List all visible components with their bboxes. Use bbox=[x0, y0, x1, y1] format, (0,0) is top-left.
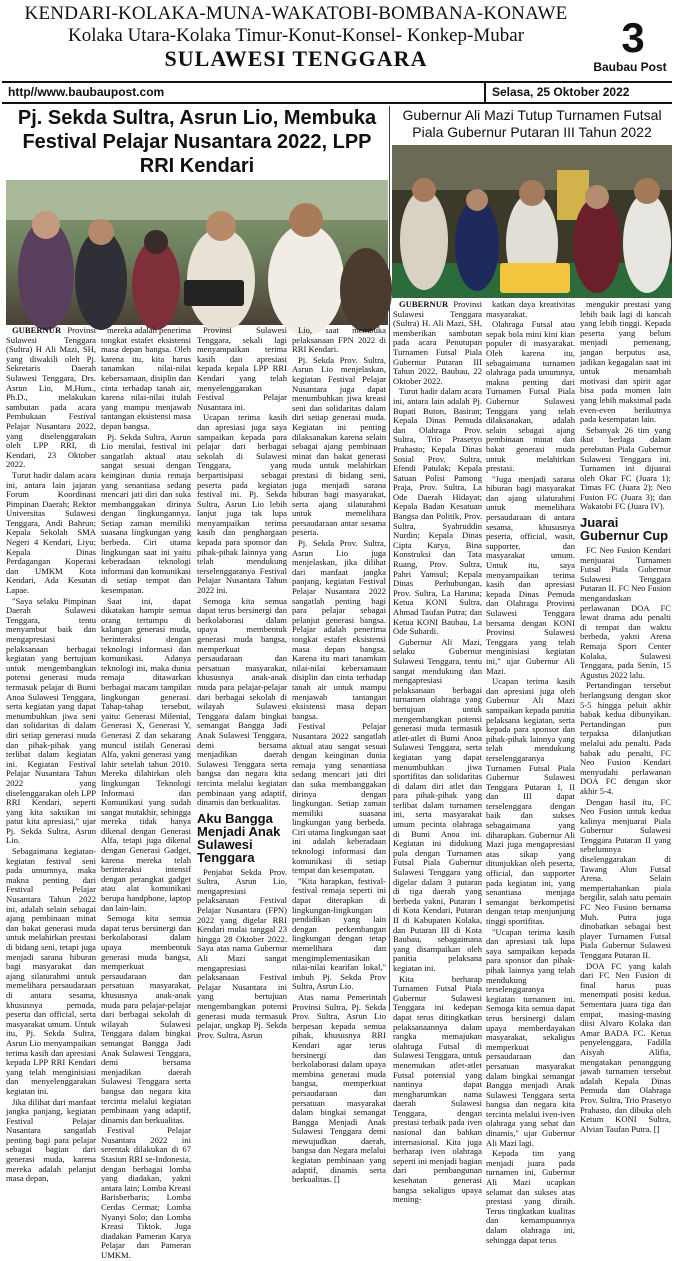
article2-column-2 bbox=[486, 299, 575, 1245]
page-number: 3 bbox=[621, 14, 645, 61]
article1-col1-p4: Sebagaimana kegiatan-kegiatan festival seni pada umumnya, maka makna penting dari Festival Pelajar Nusantara Tahun 2022 ini, adalah selain sebagai ajang pembinaan minat dan bakat generasi muda untuk melahirkan prestasi di bidang seni, tetapi juga menjadi sarana hiburan bagi masyarakat dan ajang silaturahmi untuk memelihara persaudaraan di antara sesama, khususnya pemuda, peserta dan official, serta masyarakat umum. Untuk itu, Pj. Sekda Sultra, Asrun Lio menyampaikan terima kasih dan apresiasi kepada LPP RRI Kendari yang telah menginisiasi dan menyelenggarakan kegiatan ini. bbox=[6, 846, 96, 1096]
masthead bbox=[0, 0, 674, 104]
article2-col1-p4: Kita berharap Turnamen Futsal Piala Gubernur Sulawesi Tenggara ini kedepan dapat terus ditingkatkan pelaksanaannya dalam rangka memajukan olahraga Futsal di Sulawesi Tenggara, untuk menemukan atlet-atlet Futsal potensial yang nantinya dapat mengharumkan nama daerah Sulawesi Tenggara, dengan prestasi terbaik pada iven nasional dan bahkan internasional. Kita juga berharap iven olahraga seperti ini menjadi bagian dari pembangunan kesehatan generasi bangsa sekaligus upaya mening- bbox=[393, 973, 483, 1205]
article1-photo-image bbox=[6, 180, 388, 325]
article1-column-2 bbox=[101, 325, 191, 1260]
article2-col2-p3: "Juga menjadi sarana hiburan bagi masyarakat dan ajang silaturahmi untuk memelihara persaudaraan di antara sesama, khususnya peserta, official, wasit, supporter, dan masyarakat umum. Untuk itu, saya menyampaikan terima kasih dan apresiasi kepada Dinas Pemuda dan Olahraga Provinsi Sulawesi Tenggara bersama dengan KONI Provinsi Sulawesi Tenggara yang telah menginisiasi kegiatan ini," ujar Gubernur Ali Mazi. bbox=[486, 473, 575, 676]
article1-col1-p5: Jika dilihat dari manfaat jangka panjang, kegiatan Festival Pelajar Nusantara sangatlah penting bagi para pelajar sebagai bagian dari generasi muda, karena mereka adalah pelanjut masa depan, bbox=[6, 1096, 96, 1184]
article1-col2-p3: Saat ini, dapat dikatakan hampir semua orang tertumpu di kalangan generasi muda, berinteraksi dengan teknologi informasi dan komunikasi. Adanya teknologi ini, maka dunia remaja ditawarkan berbagai macam tampilan lingkungan generasi. Tahap-tahap tersebut, yaitu: Generasi Milenial, Generasi X, Generasi Y, Generasi Z dan sekarang muncul istilah Generasi Alfa, yakni generasi yang lahir setelah tahun 2010. Mereka dilahirkan oleh lingkungan Teknologi Informasi dan Komunikasi yang sudah sangat mutakhir, sehingga mereka tidak hanya dikenal dengan Generasi Alfa, tetapi juga dikenal dengan Generasi Gadget, karena mereka telah berinteraksi intensif dengan perangkat gadget atau alat komunikasi berupa handphone, laptop dan lain-lain. bbox=[101, 595, 191, 913]
article1-col3-p2: Ucapan terima kasih dan apresiasi juga saya sampaikan kepada para pelajar dari berbagai sekolah di Sulawesi Tenggara, yang berpartisipasi sebagai peserta pada kegiatan festival ini. Pj. Sekda Sultra, Asrun Lio lebih lanjut juga tak lupa menyampaikan terima kasih dan penghargaan kepada para sponsor dan pihak-pihak lainnya yang telah mendukung terselenggaranya Festival Pelajar Nusantara Tahun 2022 ini. bbox=[197, 412, 287, 596]
article2-col1-p2: Turut hadir dalam acara ini, antara lain adalah Pj. Bupati Buton, Basiran; Kepala Dinas Pemuda dan Olahraga Prov. Sultra, Trio Prasetyo Prahasto; Kepala Dinas Sosial Prov. Sultra, Efendi Patulak; Kepala Satuan Polisi Pamong Praja, Prov. Sultra, La Ode Daerah Hidayat; Kepala Badan Kesatuan Bangsa dan Politik, Prov. Sultra, Syahruddin Nurdin; Kepala Dinas Cipta Karya, Bina Konstruksi dan Tata Ruang, Prov. Sultra, Pahri Yamsul; Kepala Dinas Perhubungan, Prov. Sultra, La Haruna; Ketua KONI Sultra, Ahmad Taufan Putra; dan Ketua KONI Baubau, La Ode Suhardi. bbox=[393, 386, 482, 637]
masthead-section-title: SULAWESI TENGGARA bbox=[164, 46, 428, 71]
article2-photo bbox=[392, 145, 672, 298]
column-divider bbox=[389, 106, 390, 1011]
article1-headline: Pj. Sekda Sultra, Asrun Lio, Membuka Festival Pelajar Nusantara 2022, LPP RRI Kendari bbox=[17, 107, 377, 177]
article1-col1-p1: GUBERNUR Provinsi Sulawesi Tenggara (Sultra) H Ali Mazi, SH, yang diwakili oleh Pj. Sekretaris Daerah Sulawesi Tenggara, Drs. Asrun Lio, M.Hum., Ph.D., melakukan sambutan pada acara Pembukaan Festival Pelajar Nusantara 2022, yang diselenggarakan oleh LPP RRI, di Kendari, 23 Oktober 2022. bbox=[6, 325, 96, 470]
article1-col2-p2: Pj. Sekda Sultra, Asrun Lio menilai, festival ini sangatlah aktual atau sangat sesuai dengan keinginan dunia remaja yang senantiasa sedang mencari jati diri dan suka membanggakan dirinya dengan lingkungannya. Setiap zaman memiliki suasana lingkungan yang berbeda. Ciri utama lingkungan saat ini yaitu keberadaan teknologi informasi dan komunikasi di setiap tempat dan kesempatan. bbox=[101, 431, 191, 596]
article1-col4-p6: Atas nama Pemerintah Provinsi Sultra, Pj. Sekda Prov. Sultra, Asrun Lio berpesan kepada semua pihak, khususnya RRI Kendari agar terus bersinergi dan berkolaborasi dalam upaya membina generasi muda bangsa, memperkuat persaudaraan dan persatuan masyarakat dalam bingkai semangat Bangga Menjadi Anak Sulawesi Tenggara demi mewujudkan daerah, bangsa dan Negara melalui kegiatan pembinaan yang adaptif, dinamis serta berkualitas. [] bbox=[292, 991, 386, 1185]
article1-col4-p5: "Kita harapkan, festival-festival remaja seperti ini dapat diterapkan di lingkungan-lingkungan pendidikan yang lain dengan perkembangan lingkungan dengan tetap memelihara dan mengimplementasikan nilai-nilai kearifan lokal," imbuh Pj. Sekda Prov Sultra, Asrun Lio. bbox=[292, 875, 386, 992]
website-url[interactable]: http//www.baubaupost.com bbox=[8, 85, 165, 99]
article1-column-3 bbox=[197, 325, 287, 1040]
article2-col3-p6: DOA FC yang kalah dari FC Neo Fusion di final harus puas menempati posisi kedua. Sementara juara tiga dan empat, masing-masing diisi Alvaro Kolaka dan Amar BADA FC. Ketua penyelenggara, Fadilla Aisyah Alifia, mengatakan penanggung jawab turnamen tersebut adalah Kepala Dinas Pemuda dan Olahraga Prov. Sultra, Trio Prasetyo Prahasto, dan dibuka oleh Ketum KONI Sultra, Alvian Taufan Putra. [] bbox=[580, 960, 671, 1134]
issue-date: Selasa, 25 Oktober 2022 bbox=[484, 83, 629, 102]
article2-headline: Gubernur Ali Mazi Tutup Turnamen Futsal Piala Gubernur Putaran III Tahun 2022 bbox=[402, 107, 662, 140]
article2-col2-p5: "Ucapan terima kasih dan apresiasi tak lupa saya sampaikan kepada para sponsor dan pihak-pihak lainnya yang telah mendukung terselenggaranya kegiatan turnamen ini. Semoga kita semua dapat terus bersinergi dalam upaya memberdayakan masyarakat, sekaligus memperkuat persaudaraan dan persatuan masyarakat dalam bingkai semangat Bangga menjadi Anak Sulawesi Tenggara serta bangsa dan negara kita tercinta melalui iven-iven olahraga yang sehat dan dinamis," ujar Gubernur Ali Mazi lagi. bbox=[486, 926, 575, 1148]
article2-col2-p1: katkan daya kreativitas masyarakat. bbox=[486, 299, 575, 319]
article2-column-1 bbox=[393, 299, 483, 1205]
article2-col3-p5: Dengan hasil itu, FC Neo Fusion untuk kedua kalinya menjuarai Piala Gubernur Sulawesi Tenggara Putaran II yang sebelumnya diselenggarakan di Tawang Alun Futsal Arena. Selain mempertahankan piala bergilir, salah satu pemain FC Neo Fusion bernama Muh. Putra juga dinobatkan sebagai best player Turnamen Futsal Piala Gubernur Sulawesi Tenggara Putaran II. bbox=[580, 796, 671, 960]
masthead-regions-line: KENDARI-KOLAKA-MUNA-WAKATOBI-BOMBANA-KONAWE bbox=[24, 3, 568, 24]
article2-col3-p3: FC Neo Fusion Kendari menjuarai Turnamen Futsal Piala Gubernur Sulawesi Tenggara Putaran II. FC Neo Fusion mengandaskan perlawanan DOA FC lewat drama adu penalti di tempat dan waktu berbeda, yakni Arena Remaja Sport Center Kolaka, Sulawesi Tenggara, pada Senin, 15 Agustus 2022 lalu. bbox=[580, 545, 671, 680]
article1-col3-p3: Semoga kita semua dapat terus bersinergi dan berkolaborasi dalam upaya membentuk generasi muda bangsa, memperkuat persaudaraan dan persatuan masyarakat, khususnya anak-anak muda para pelajar-pelajar dari berbagai sekolah di wilayah Sulawesi Tenggara dalam bingkai semangat Bangga Jadi Anak Sulawesi Tenggara, demi bersama menjadikan daerah Sulawesi Tenggara serta bangsa dan negara kita tercinta melalui kegiatan pembinaan yang adaptif, dinamis dan berkualitas. bbox=[197, 595, 287, 808]
article1-col1-p3: "Saya selaku Pimpinan Daerah Sulawesi Tenggara, tentu menyambut baik dan mengapresiasi pelaksanaan berbagai kegiatan yang bertujuan untuk mengembangkan potensi generasi muda termasuk pelajar di Bumi Anoa Sulawesi Tenggara, serta kegiatan yang dapat menumbuhkan jiwa seni dan solidaritas di dalam diri setiap generasi muda dan pihak-pihak yang terlibat dalam kegiatan ini. Kegiatan Festival Pelajar Nusantara Tahun 2022 yang diselenggarakan oleh LPP RRI Kendari, seperti yang kita saksikan ini patut kita apresiasi," ujar Pj. Sekda Sultra, Asrun Lio. bbox=[6, 595, 96, 846]
article1-column-4 bbox=[292, 325, 386, 1185]
article1-col4-p2: Pj. Sekda Prov. Sultra, Asrun Lio menjelaskan, kegiatan Festival Pelajar Nusantara juga dapat menumbuhkan jiwa kreasi seni dan solidaritas dalam diri setiap generasi muda. Kegiatan ini penting dilaksanakan karena selain sebagai ajang pembinaan minat dan bakat generasi muda untuk melahirkan prestasi di bidang seni, juga menjadi sarana hiburan bagi masyarakat, serta ajang silaturahmi untuk memelihara persaudaraan antar sesama peserta. bbox=[292, 354, 386, 538]
article1-col2-p4: Semoga kita semua dapat terus bersinergi dan berkolaborasi dalam upaya membentuk generasi muda bangsa, memperkuat persaudaraan dan persatuan masyarakat, khususnya anak-anak muda para pelajar-pelajar dari berbagai sekolah di wilayah Sulawesi Tenggara dalam bingkai semangat Bangga Jadi Anak Sulawesi Tenggara, demi bersama menjadikan daerah Sulawesi Tenggara serta bangsa dan negara kita tercinta melalui kegiatan pembinaan yang adaptif, dinamis dan berkualitas. bbox=[101, 913, 191, 1125]
article1-col4-p3: Pj. Sekda Prov. Sultra, Asrun Lio juga menjelaskan, jika dilihat dari manfaat jangka panjang, kegiatan Festival Pelajar Nusantara 2022 sangatlah penting bagi para pelajar sebagai pelanjut generasi bangsa. Pelajar adalah penerima tongkat estafet eksistensi masa depan bangsa. Karena itu mari tanamkan nilai-nilai kebersamaan disiplin dan cinta terhadap tanah air untuk mampu menjawab tantangan eksistensi masa depan bangsa. bbox=[292, 538, 386, 721]
article2-col1-p3: Gubernur Ali Mazi, selaku Gubernur Sulawesi Tenggara, tentu sangat mendukung dan mengapresiasi pelaksanaan berbagai turnamen olahraga yang bertujuan untuk mengembangkan potensi generasi muda termasuk atlet-atlet di Bumi Anoa Sulawesi Tenggara, serta kegiatan yang dapat menumbuhkan jiwa sportifitas dan solidaritas di dalam diri atlet dan para pihak-pihak yang terlibat dalam turnamen ini, serta masyarakat umum pecinta olahraga di Bumi Anoa ini. Kegiatan ini didukung pula dengan Turnamen Futsal Piala Gubernur Sulawesi Tenggara yang digelar dalam 3 putaran di tiga daerah yang berbeda yakni, Putaran I di Kota Kendari, Putaran II di Kabupaten Kolaka, dan Putaran III di Kota Baubau, sebagaimana yang disampaikan oleh panitia pelaksana kegiatan ini. bbox=[393, 636, 482, 973]
article1-col4-p4: Festival Pelajar Nusantara 2022 sangatlah aktual atau sangat sesuai dengan keinginan dunia remaja yang senantiasa sedang mencari jati diri dan suka membanggakan dirinya dengan lingkungan. Setiap zaman memiliki suasana lingkungan yang berbeda. Ciri utama lingkungan saat ini adalah keberadaan teknologi informasi dan komunikasi di setiap tempat dan kesempatan. bbox=[292, 721, 386, 876]
article1-col4-p1: Lio, saat membuka pelaksanaan FPN 2022 di RRI Kendari. bbox=[292, 325, 386, 355]
article1-column-1 bbox=[6, 325, 96, 1184]
masthead-subregions-line: Kolaka Utara-Kolaka Timur-Konut-Konsel- Konkep-Mubar bbox=[67, 25, 525, 46]
article1-col2-p5: Festival Pelajar Nusantara 2022 ini serentak dilakukan di 67 Stasiun RRI se-Indonesia, dengan berbagai lomba yang diadakan, yakni antara lain; Lomba Kreasi Barisberbaris; Lomba Cerdas Cermat; Lomba Nyanyi Solo; dan Lomba Kreasi Tiktok. Juga diadakan Pameran Karya Pelajar dan Pameran UMKM. bbox=[101, 1125, 191, 1260]
publication-name: Baubau Post bbox=[593, 60, 667, 74]
article1-col2-p1: mereka adalah penerima tongkat estafet eksistensi masa depan bangsa. Oleh karena itu, kita harus tanamkan nilai-nilai kebersamaan, disiplin dan cinta terhadap tanah air, karena nilai-nilai itulah yang mampu menjawab tantangan eksistensi masa depan bangsa. bbox=[101, 325, 191, 431]
article2-column-3 bbox=[580, 299, 671, 1134]
article1-subheading: Aku Bangga Menjadi Anak Sulawesi Tenggara bbox=[197, 810, 281, 865]
article2-col3-p2: Sebanyak 26 tim yang ikut berlaga dalam perebutan Piala Gubernur Sulawesi Tenggara ini. Turnamen ini dijuarai oleh Okar FC (Juara 1); Timas FC (Juara 2); Neo Fusion FC (Juara 3); dan Wakatobi FC (Juara IV). bbox=[580, 424, 671, 512]
masthead-info-bar bbox=[2, 81, 672, 104]
article1-photo bbox=[6, 180, 388, 325]
article2-col1-p1: GUBERNUR Provinsi Sulawesi Tenggara (Sultra) H. Ali Mazi, SH, memberikan sambutan pada acara Penutupan Turnamen Futsal Piala Gubernur Putaran III Tahun 2022, Baubau, 22 Oktober 2022. bbox=[393, 299, 482, 386]
article2-col2-p2: Olahraga Futsal atau sepak bola mini kini kian populer di masyarakat. Oleh karena itu, sebagaimana turnamen olahraga pada umumnya, makna penting dari Turnamen Futsal Piala Gubernur Sulawesi Tenggara yang telah dilaksanakan, adalah selain sebagai ajang pembinaan minat dan bakat generasi muda untuk melahirkan prestasi. bbox=[486, 319, 575, 474]
article1-col1-p2: Turut hadir dalam acara ini, antara lain jajaran Forum Koordinasi Pimpinan Daerah; Rektor Universitas Sulawesi Tenggara, Andi Bahrun; Kepala Sekolah SMA Negeri 4 Kendari, Liyu; Kepala Dinas Perdagangan Koperasi dan UMKM Kota Kendari, Ada Kesutan Lapae. bbox=[6, 469, 96, 596]
article2-col3-p1: mengukir prestasi yang lebih baik lagi di kancah yang lebih tinggi. Kepada peserta yang belum menjadi pemenang, jangan berputus asa, jadikan kegagalan saat ini untuk menambah motivasi dan spirit agar bisa pada momen lain yang lebih maksimal pada even-even berikutnya pada kesempatan lain. bbox=[580, 299, 671, 425]
article2-col2-p6: Kepada tim yang menjadi juara pada turnamen ini, Gubernur Ali Mazi ucapkan selamat dan sukses atas prestasi yang diraih. Terus tingkatkan kualitas dan kemampuannya dalam olahraga ini, sehingga dapat terus bbox=[486, 1148, 575, 1245]
article1-col3-p1: Provinsi Sulawesi Tenggara, sekali lagi menyampaikan terima kasih dan apresiasi kepada kepala LPP RRI Kendari yang telah menyelenggarakan Festival Pelajar Nusantara ini. bbox=[197, 325, 287, 412]
article2-col3-p4: Pertandingan tersebut berlangsung dengan skor 5-5 hingga peluit akhir babak kedua dibunyikan. Pertandingan pun terpaksa dilanjutkan melalui adu penalti. Pada babak adu penalti, FC Neo Fusion Kendari menyudahi perlawanan DOA FC dengan skor akhir 5-4. bbox=[580, 680, 671, 796]
article2-col2-p4: Ucapan terima kasih dan apresiasi juga oleh Gubernur Ali Mazi sampaikan kepada panitia pelaksana kegiatan, serta kepada para sponsor dan pihak-pihak lainnya yang telah mendukung terselenggaranya Turnamen Futsal Piala Gubernur Sulawesi Tenggara Putaran I, II dan III dapat terselenggara dengan baik dan sukses sebagaimana yang diharapkan. Gubernur Ali Mazi juga mengapresiasi atas sikap yang ditunjukkan oleh peserta, official, dan supporter pada kegiatan ini, yang senantiasa menjaga semangat berkompetisi dengan tetap menjunjung tinggi sportifitas. bbox=[486, 676, 575, 926]
article2-photo-image bbox=[392, 145, 672, 298]
article2-subheading: Juarai Gubernur Cup bbox=[580, 515, 669, 544]
article1-col3-p4: Penjabat Sekda Prov. Sultra, Asrun Lio, mengapresiasi pelaksanaan Festival Pelajar Nusantara (FPN) 2022 yang digelar RRI Kendari mulai tanggal 23 hingga 28 Oktober 2022. Saya atas nama Gubernur Ali Mazi sangat mengapresiasi pelaksanaan Festival Pelajar Nusantara ini yang bertujuan mengembangkan potensi generasi muda termasuk pelajar, ungkap Pj. Sekda Prov. Sultra, Asrun bbox=[197, 866, 287, 1040]
